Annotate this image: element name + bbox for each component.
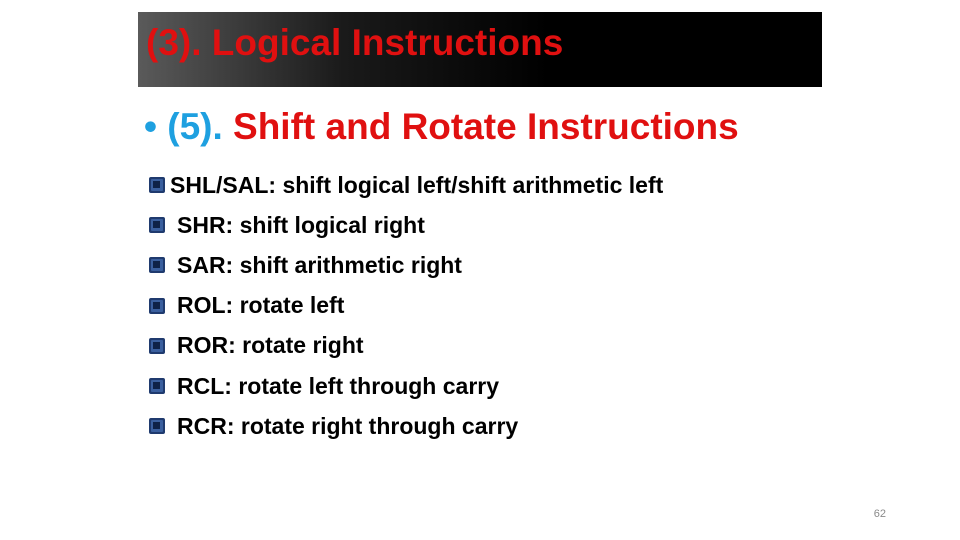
title-bar <box>138 12 822 87</box>
list-item-text: SHL/SAL: shift logical left/shift arithmetic left <box>170 171 664 198</box>
q-bullet-icon <box>147 215 167 235</box>
list-item-text: ROL: rotate left <box>177 292 345 319</box>
list-item <box>147 406 663 446</box>
list-item <box>147 205 663 245</box>
subheading-text: Shift and Rotate Instructions <box>233 106 739 147</box>
q-bullet-icon <box>147 255 167 275</box>
subheading-number: (5). <box>167 106 223 147</box>
q-bullet-icon <box>147 175 167 195</box>
q-bullet-icon <box>147 416 167 436</box>
page-number: 62 <box>873 508 886 520</box>
slide-title: (3). Logical Instructions <box>146 22 564 63</box>
list-item-text: RCL: rotate left through carry <box>177 372 500 399</box>
q-bullet-icon <box>147 296 167 316</box>
q-bullet-icon <box>147 336 167 356</box>
instruction-list <box>147 165 663 446</box>
list-item-text: ROR: rotate right <box>177 332 364 359</box>
list-item-text: RCR: rotate right through carry <box>177 412 519 439</box>
list-item-text: SAR: shift arithmetic right <box>177 251 462 278</box>
list-item <box>147 245 663 285</box>
list-item <box>147 326 663 366</box>
list-item <box>147 286 663 326</box>
subheading-bullet: • <box>144 106 157 147</box>
list-item-text: SHR: shift logical right <box>177 211 425 238</box>
list-item <box>147 165 663 205</box>
q-bullet-icon <box>147 376 167 396</box>
subheading <box>144 106 739 148</box>
list-item <box>147 366 663 406</box>
